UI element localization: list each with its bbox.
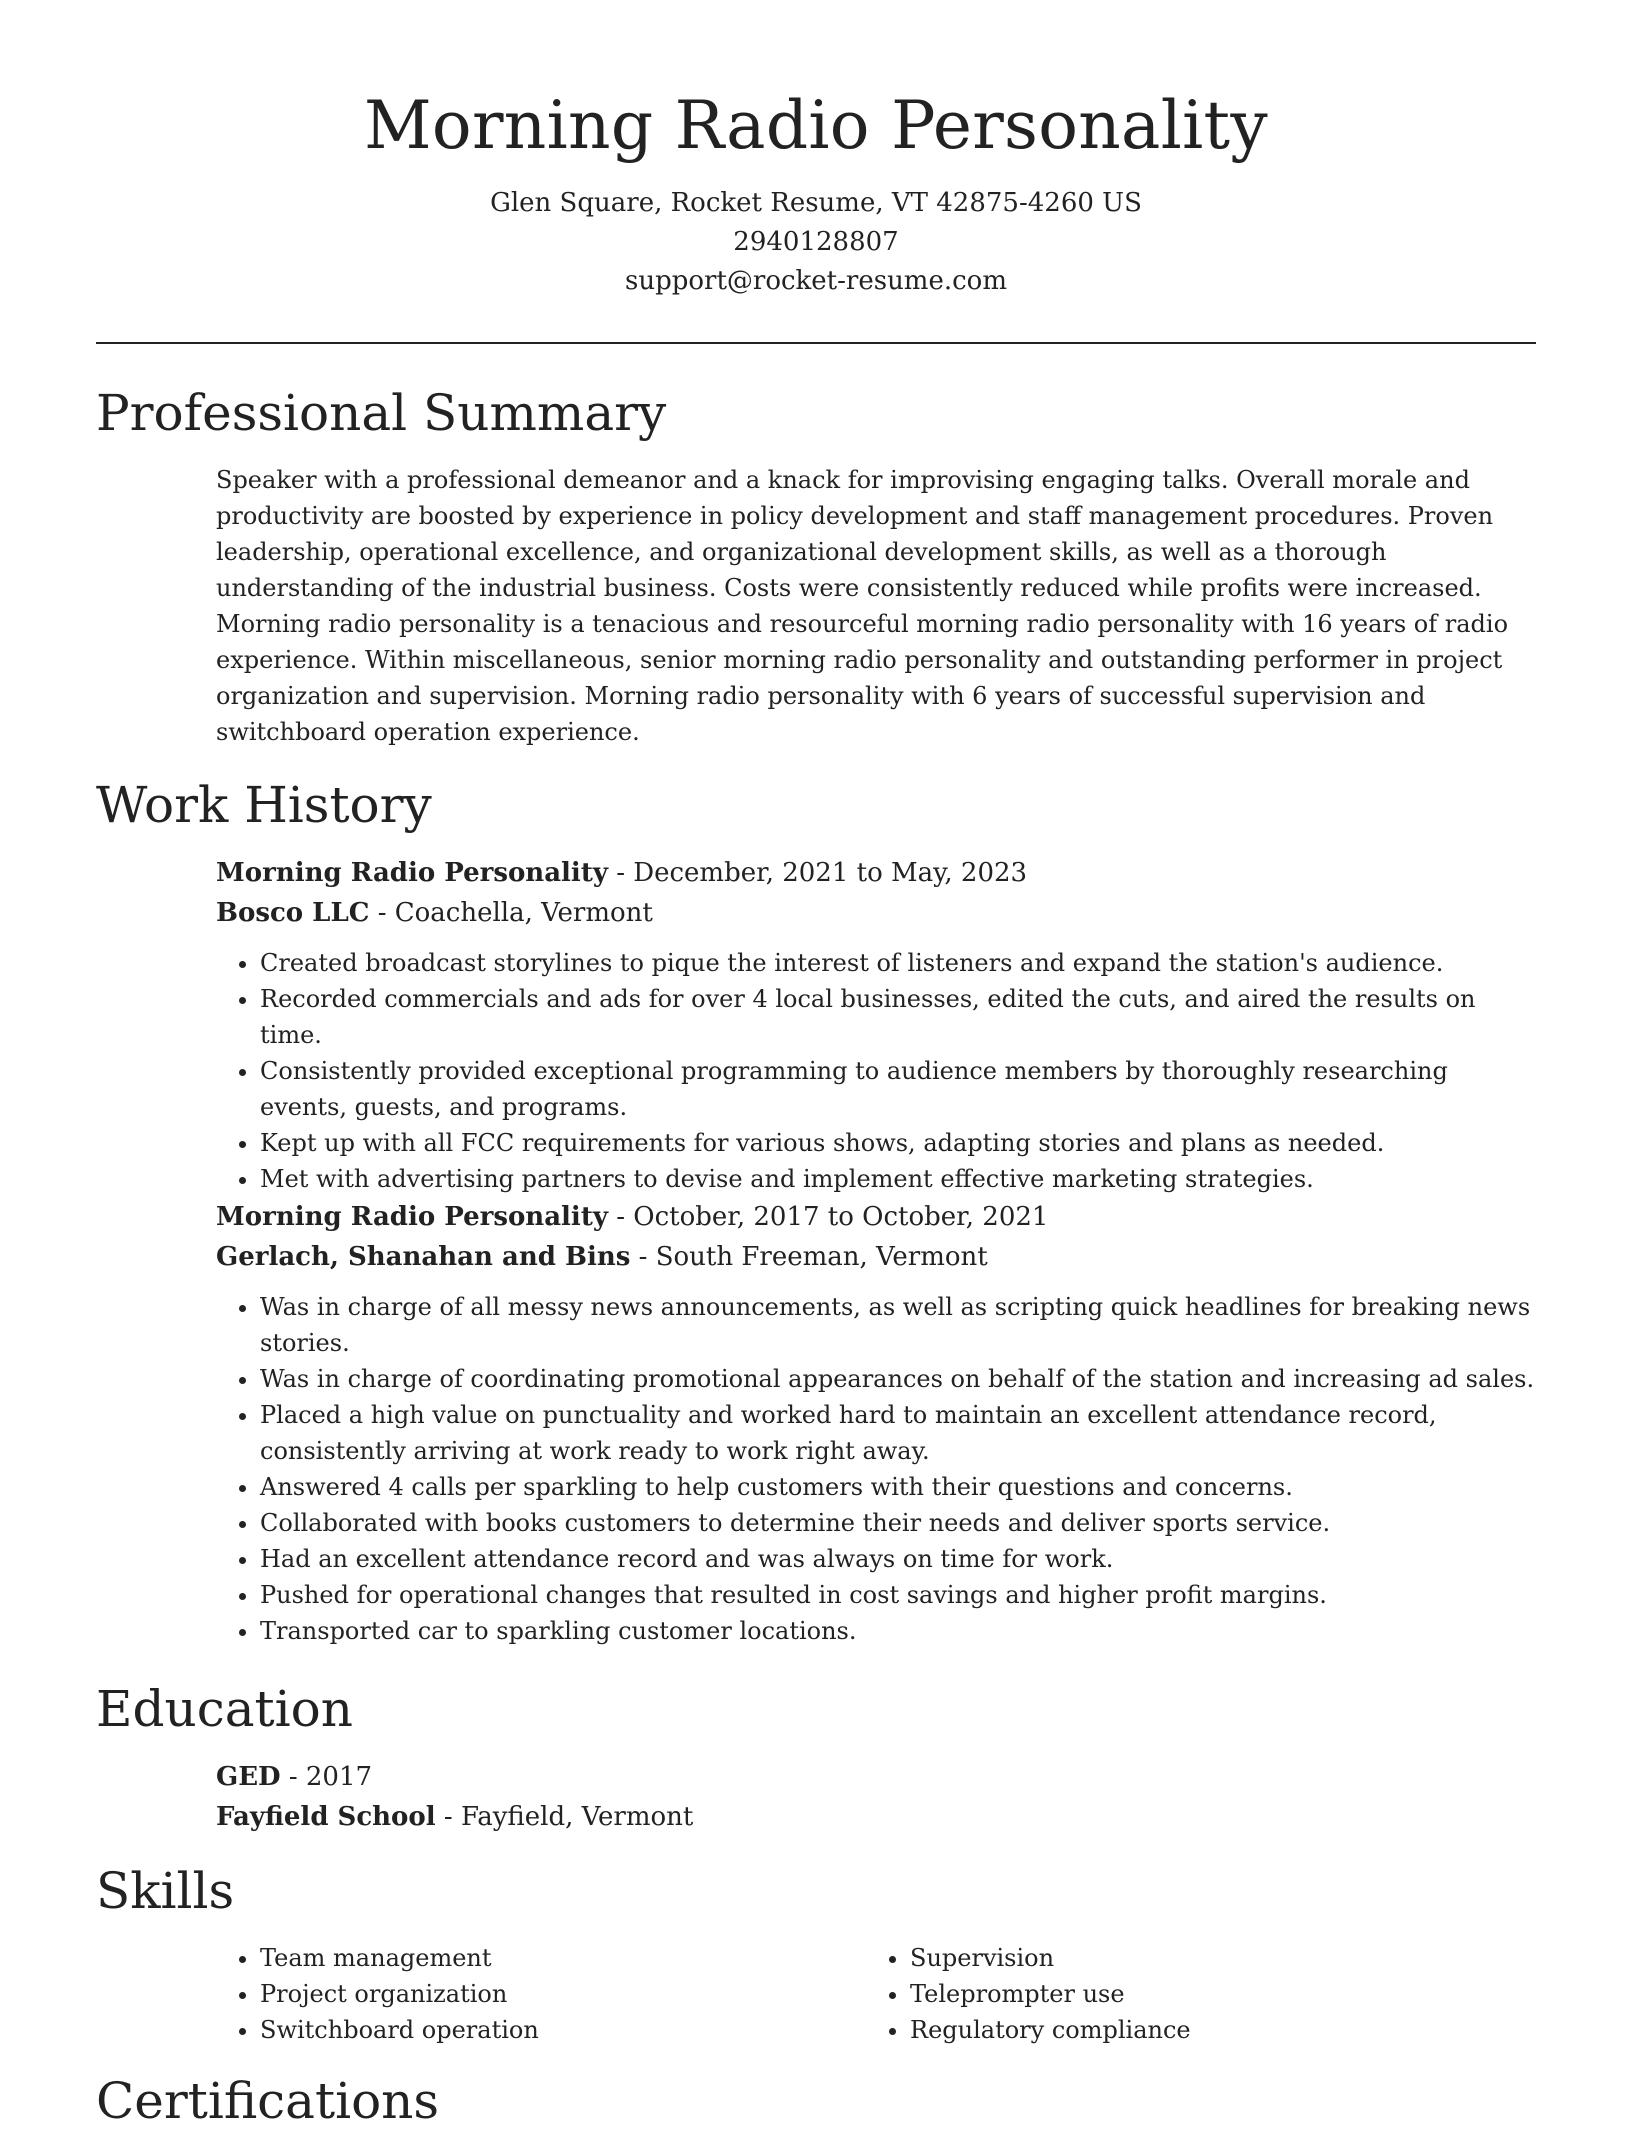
section-title-certifications: Certifications [96,2072,440,2130]
address: Glen Square, Rocket Resume, VT 42875-4260 US [490,188,1142,218]
list-item: • Recorded commercials and ads for over 4 local businesses, edited the cuts, and aired the results on time. [260,981,1536,1053]
job-title-line [216,1197,1536,1237]
degree-line [216,1757,1536,1797]
skills-column-right [866,1940,1516,2048]
skills-column-left [216,1940,866,2048]
job-role: Morning Radio Personality [216,1202,608,1232]
phone-number: 2940128807 [733,227,899,257]
list-item: • Was in charge of all messy news announcements, as well as scripting quick headlines for breaking news stories. [260,1289,1536,1361]
header-divider [96,342,1536,344]
section-title-skills: Skills [96,1862,235,1920]
list-item: • Had an excellent attendance record and was always on time for work. [260,1541,1536,1577]
job-location: - South Freeman, Vermont [630,1242,988,1272]
school-line [216,1797,1536,1837]
job-company: Gerlach, Shanahan and Bins [216,1242,631,1272]
list-item: • Met with advertising partners to devise and implement effective marketing strategies. [260,1161,1536,1197]
skill-item: • Team management [260,1940,866,1976]
education-entry [216,1757,1536,1837]
job-company-line [216,893,1536,933]
list-item: • Answered 4 calls per sparkling to help customers with their questions and concerns. [260,1469,1536,1505]
job-bullets [216,945,1536,1197]
skill-item: • Project organization [260,1976,866,2012]
list-item: • Kept up with all FCC requirements for various shows, adapting stories and plans as needed. [260,1125,1536,1161]
list-item: • Was in charge of coordinating promotional appearances on behalf of the station and increasing ad sales. [260,1361,1536,1397]
candidate-name: Morning Radio Personality [364,87,1268,164]
skills-section [216,1940,1536,2048]
skill-item: • Supervision [910,1940,1516,1976]
job-company: Bosco LLC [216,898,370,928]
school-location: - Fayfield, Vermont [435,1802,694,1832]
section-title-summary: Professional Summary [96,384,667,442]
graduation-year: - 2017 [280,1762,373,1792]
skill-item: • Teleprompter use [910,1976,1516,2012]
job-title-line [216,853,1536,893]
job-entry [216,853,1536,1197]
job-location: - Coachella, Vermont [369,898,653,928]
list-item: • Pushed for operational changes that resulted in cost savings and higher profit margins. [260,1577,1536,1613]
list-item: • Collaborated with books customers to determine their needs and deliver sports service. [260,1505,1536,1541]
job-dates: - October, 2017 to October, 2021 [607,1202,1049,1232]
school-name: Fayfield School [216,1802,436,1832]
section-title-work-history: Work History [96,776,432,834]
section-title-education: Education [96,1680,353,1738]
summary-section [216,462,1536,750]
list-item: • Transported car to sparkling customer locations. [260,1613,1536,1649]
skills-grid [216,1940,1536,2048]
email-address: support@rocket-resume.com [624,266,1007,296]
job-role: Morning Radio Personality [216,858,608,888]
resume-header [96,78,1536,301]
list-item: • Consistently provided exceptional programming to audience members by thoroughly researching events, guests, and programs. [260,1053,1536,1125]
list-item: • Created broadcast storylines to pique the interest of listeners and expand the station's audience. [260,945,1536,981]
summary-text: Speaker with a professional demeanor and a knack for improvising engaging talks. Overall morale and productivity are boosted by experience in policy development and staff management procedures. Proven leadership, operational excellence, and organizational development skills, as well as a thorough understanding of the industrial business. Costs were consistently reduced while profits were increased. Morning radio personality is a tenacious and resourceful morning radio personality with 16 years of radio experience. Within miscellaneous, senior morning radio personality and outstanding performer in project organization and supervision. Morning radio personality with 6 years of successful supervision and switchboard operation experience. [216,466,1509,746]
skill-item: • Switchboard operation [260,2012,866,2048]
job-dates: - December, 2021 to May, 2023 [607,858,1028,888]
skill-item: • Regulatory compliance [910,2012,1516,2048]
list-item: • Placed a high value on punctuality and worked hard to maintain an excellent attendance record, consistently arriving at work ready to work right away. [260,1397,1536,1469]
job-entry [216,1197,1536,1649]
job-company-line [216,1237,1536,1277]
degree: GED [216,1762,281,1792]
job-bullets [216,1289,1536,1649]
